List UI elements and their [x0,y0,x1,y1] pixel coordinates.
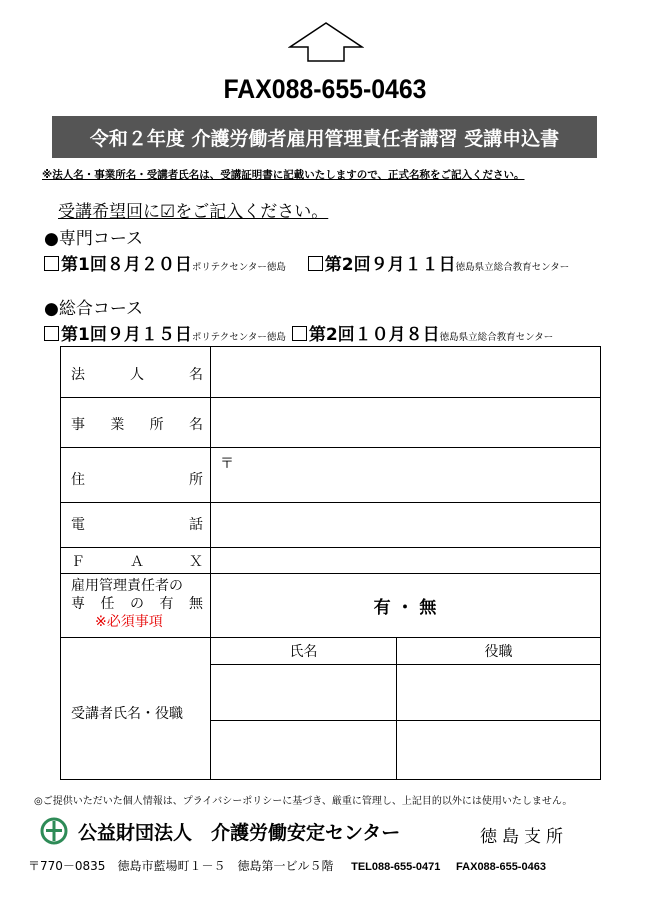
session-option[interactable] [44,325,286,345]
label-address: 住 所 [71,472,203,488]
privacy-notice: ◎ご提供いただいた個人情報は、プライバシーポリシーに基づき、厳重に管理し、上記目的以外には使用いたしません。 [34,796,573,807]
attendee-role-field-2[interactable] [398,722,599,778]
up-arrow-icon [288,22,364,62]
session-label: 第1回８月２０日 [61,255,192,275]
name-notice: ※法人名・事業所名・受講者氏名は、受講証明書に記載いたしますので、正式名称をご記入ください。 [42,169,525,181]
session-venue: ポリテクセンター徳島 [191,332,286,343]
label-phone: 電 話 [71,517,203,533]
branch-name: 徳島支所 [480,827,568,847]
session-venue: ポリテクセンター徳島 [191,262,286,273]
session-option[interactable] [292,325,553,345]
label-fax: Ｆ Ａ Ｘ [71,554,203,570]
specialist-sessions [44,250,569,275]
attendee-name-field-2[interactable] [212,722,395,778]
telephone-number: TEL088-655-0471 [351,861,441,873]
session-label: 第1回９月１５日 [61,325,192,345]
checkbox[interactable] [292,326,307,341]
checkbox[interactable] [308,256,323,271]
label-corporation-name: 法 人 名 [71,367,203,383]
postal-mark: 〒 [220,456,234,472]
checkbox[interactable] [44,326,59,341]
course-heading-general: ●総合コース [44,299,143,319]
form-title-bar [52,116,597,158]
form-title: 令和２年度 介護労働者雇用管理責任者講習 受講申込書 [89,127,560,150]
session-label: 第2回１０月８日 [308,325,440,345]
attendee-role-field-1[interactable] [398,666,599,719]
organization-name: 公益財団法人 介護労働安定センター [78,822,401,844]
session-option[interactable] [44,255,286,275]
session-option[interactable] [308,255,569,275]
manager-status-choice[interactable]: 有 ・ 無 [373,598,437,618]
postal-address: 〒770－0835 徳島市藍場町１－５ 徳島第一ビル５階 [28,859,334,873]
column-header-name: 氏名 [289,644,318,660]
fax-number-heading: FAX088-655-0463 [223,74,427,104]
office-name-field[interactable] [212,399,598,446]
column-header-role: 役職 [484,644,513,660]
session-label: 第2回９月１１日 [324,255,456,275]
fax-field[interactable] [212,549,598,572]
label-manager-status: 雇用管理責任者の 専 任 の 有 無 ※必須事項 [71,578,203,630]
application-form-table [60,346,601,780]
general-sessions [44,320,553,345]
course-heading-specialist: ●専門コース [44,229,143,249]
required-note: ※必須事項 [95,614,163,630]
organization-logo-icon [40,817,68,845]
footer-fax-number: FAX088-655-0463 [456,861,546,873]
label-office-name: 事 業 所 名 [71,417,203,433]
address-field[interactable] [212,449,598,501]
session-venue: 徳島県立総合教育センター [439,332,554,343]
checkbox[interactable] [44,256,59,271]
label-attendee: 受講者氏名・役職 [71,706,183,722]
attendee-name-field-1[interactable] [212,666,395,719]
checkbox-instruction: 受講希望回に☑をご記入ください。 [58,202,329,222]
phone-field[interactable] [212,504,598,546]
corporation-name-field[interactable] [212,349,598,396]
session-venue: 徳島県立総合教育センター [455,262,570,273]
contact-address [28,857,546,874]
